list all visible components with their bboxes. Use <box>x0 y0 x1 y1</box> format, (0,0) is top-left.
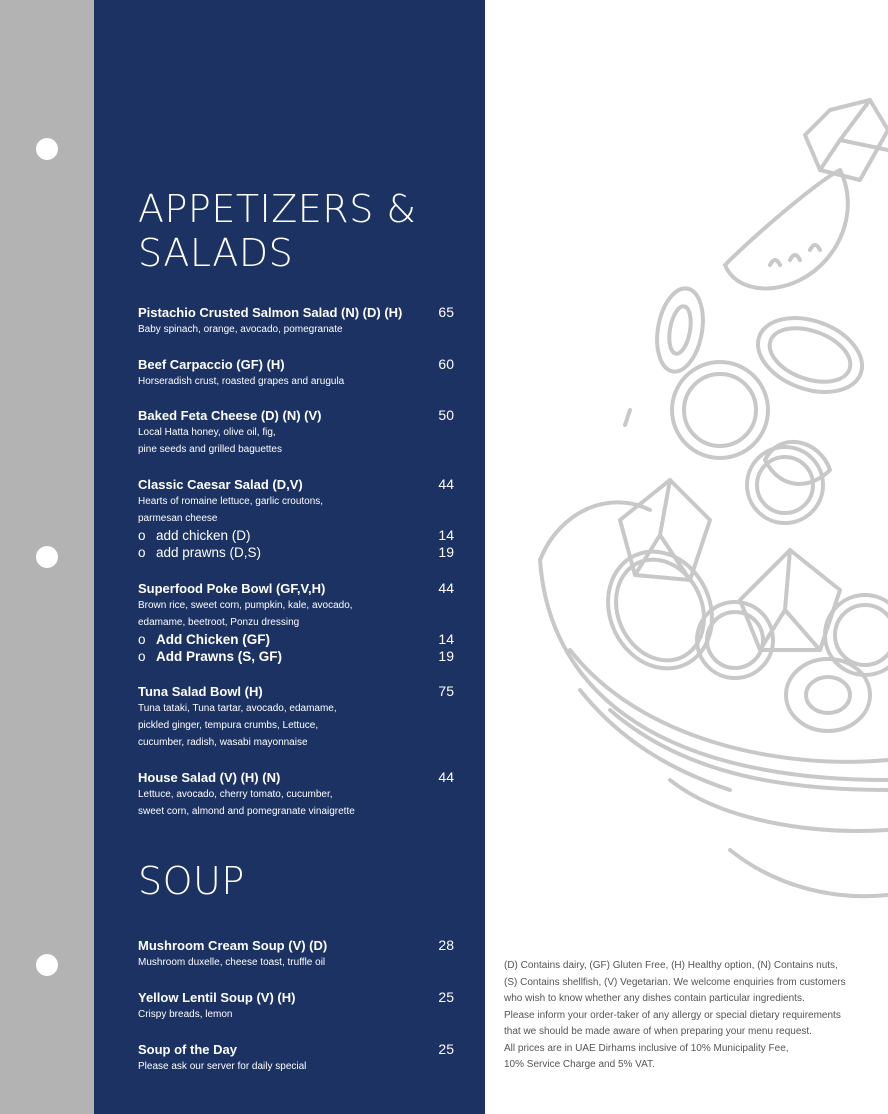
item-price: 50 <box>438 407 454 423</box>
option-price: 19 <box>438 544 454 560</box>
item-description: Hearts of romaine lettuce, garlic croutons, parmesan cheese <box>138 496 324 524</box>
soup-heading: SOUP <box>138 859 245 903</box>
item-option <box>138 648 454 665</box>
appetizers-heading: APPETIZERS & SALADS <box>138 187 417 275</box>
item-price: 60 <box>438 356 454 372</box>
menu-item <box>138 937 454 971</box>
binder-hole <box>36 138 58 160</box>
item-price: 28 <box>438 937 454 953</box>
item-price: 44 <box>438 476 454 492</box>
item-option <box>138 544 454 561</box>
cucumber-slice-icon <box>672 362 768 458</box>
olive-ring-icon <box>651 285 709 375</box>
feta-cube-icon <box>620 480 710 580</box>
item-price: 75 <box>438 683 454 699</box>
binder-hole <box>36 954 58 976</box>
item-name: Tuna Salad Bowl (H) <box>138 684 263 699</box>
allergen-notes: (D) Contains dairy, (GF) Gluten Free, (H) Healthy option, (N) Contains nuts, (S) Contains shellfish, (V) Vegetarian. We welcome enquiries from customers who wish to know whether any dishes contain particular ingredients. Please inform your order-taker of any allergy or special dietary requirements that we should be made aware of when preparing your menu request. All prices are in UAE Dirhams inclusive of 10% Municipality Fee, 10% Service Charge and 5% VAT. <box>504 960 846 1070</box>
menu-item <box>138 356 454 390</box>
item-description: Baby spinach, orange, avocado, pomegranate <box>138 324 343 335</box>
item-name: Soup of the Day <box>138 1042 237 1057</box>
item-option <box>138 631 454 648</box>
menu-item <box>138 683 454 751</box>
tomato-wedge-icon <box>725 170 848 288</box>
item-description: Mushroom duxelle, cheese toast, truffle oil <box>138 957 326 968</box>
option-label: o add prawns (D,S) <box>138 544 261 561</box>
item-price: 25 <box>438 989 454 1005</box>
item-name: Superfood Poke Bowl (GF,V,H) <box>138 581 326 596</box>
item-description: Horseradish crust, roasted grapes and arugula <box>138 376 345 387</box>
menu-item <box>138 304 454 338</box>
item-description: Local Hatta honey, olive oil, fig, pine seeds and grilled baguettes <box>138 427 282 455</box>
item-description: Brown rice, sweet corn, pumpkin, kale, avocado, edamame, beetroot, Ponzu dressing <box>138 600 353 628</box>
olive-ring-icon <box>786 659 870 731</box>
option-price: 19 <box>438 648 454 664</box>
item-price: 65 <box>438 304 454 320</box>
option-label: o add chicken (D) <box>138 527 251 544</box>
item-name: House Salad (V) (H) (N) <box>138 770 281 785</box>
item-name: Classic Caesar Salad (D,V) <box>138 477 303 492</box>
option-label: o Add Chicken (GF) <box>138 631 270 648</box>
menu-item <box>138 1041 454 1075</box>
menu-item <box>138 769 454 820</box>
item-name: Pistachio Crusted Salmon Salad (N) (D) (H) <box>138 305 403 320</box>
item-description: Crispy breads, lemon <box>138 1009 233 1020</box>
menu-item <box>138 989 454 1023</box>
item-name: Yellow Lentil Soup (V) (H) <box>138 990 296 1005</box>
binder-hole <box>36 546 58 568</box>
menu-item <box>138 580 454 665</box>
option-label: o Add Prawns (S, GF) <box>138 648 282 665</box>
item-description: Please ask our server for daily special <box>138 1061 307 1072</box>
item-name: Beef Carpaccio (GF) (H) <box>138 357 285 372</box>
item-name: Baked Feta Cheese (D) (N) (V) <box>138 408 322 423</box>
item-name: Mushroom Cream Soup (V) (D) <box>138 938 328 953</box>
item-description: Tuna tataki, Tuna tartar, avocado, edamame, pickled ginger, tempura crumbs, Lettuce, cucumber, radish, wasabi mayonnaise <box>138 703 337 748</box>
menu-panel <box>94 0 485 1114</box>
option-price: 14 <box>438 527 454 543</box>
menu-item <box>138 476 454 561</box>
item-description: Lettuce, avocado, cherry tomato, cucumber, sweet corn, almond and pomegranate vinaigrette <box>138 789 355 817</box>
item-price: 44 <box>438 769 454 785</box>
item-option <box>138 527 454 544</box>
olive-ring-icon <box>748 305 873 406</box>
salad-bowl-illustration <box>520 90 888 910</box>
menu-item <box>138 407 454 458</box>
binder-strip <box>0 0 94 1114</box>
item-price: 44 <box>438 580 454 596</box>
item-price: 25 <box>438 1041 454 1057</box>
option-price: 14 <box>438 631 454 647</box>
